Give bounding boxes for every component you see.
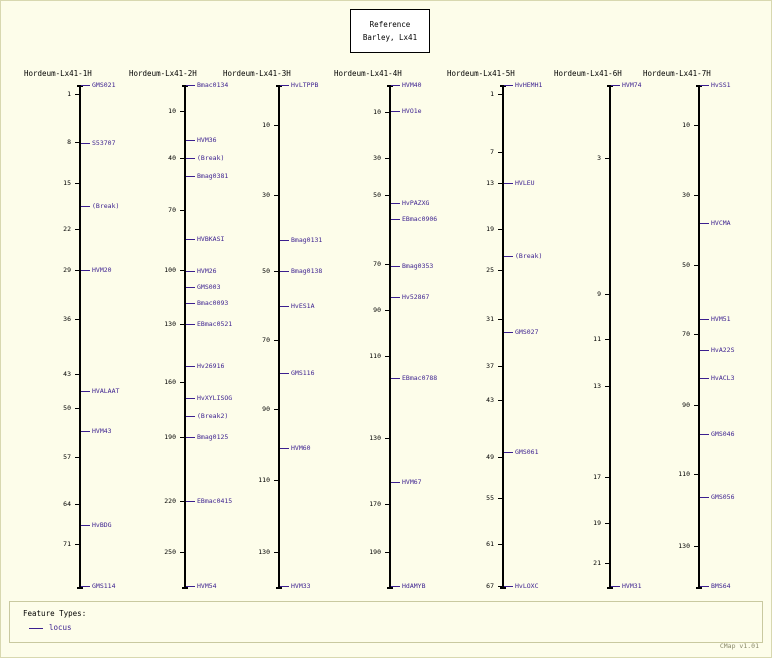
tick-3-6 [385, 438, 389, 439]
tick-label-0-9: 64 [63, 500, 71, 508]
locus-tick-icon [81, 270, 90, 271]
tick-label-2-1: 30 [262, 191, 270, 199]
locus-legend-icon [29, 628, 43, 629]
tick-4-2 [498, 183, 502, 184]
tick-label-4-8: 49 [486, 453, 494, 461]
locus-label[interactable]: GMS061 [515, 448, 539, 456]
locus-tick-icon [81, 586, 90, 587]
tick-6-0 [694, 125, 698, 126]
map-axis-0[interactable] [79, 85, 81, 587]
locus-label[interactable]: HVM20 [92, 266, 112, 274]
locus-label[interactable]: Hv26916 [197, 362, 225, 370]
locus-tick-icon [391, 203, 400, 204]
locus-tick-icon [280, 373, 289, 374]
locus-tick-icon [700, 434, 709, 435]
locus-tick-icon [186, 303, 195, 304]
tick-1-5 [180, 382, 184, 383]
locus-tick-icon [700, 85, 709, 86]
tick-label-0-6: 43 [63, 370, 71, 378]
tick-label-1-5: 160 [164, 378, 176, 386]
locus-tick-icon [391, 85, 400, 86]
tick-label-3-4: 90 [373, 306, 381, 314]
tick-0-1 [75, 142, 79, 143]
tick-1-6 [180, 437, 184, 438]
locus-label[interactable]: HVM74 [622, 81, 642, 89]
locus-tick-icon [504, 183, 513, 184]
locus-label[interactable]: HVALAAT [92, 387, 120, 395]
tick-label-4-4: 25 [486, 266, 494, 274]
tick-3-2 [385, 195, 389, 196]
tick-label-0-8: 57 [63, 453, 71, 461]
locus-tick-icon [186, 239, 195, 240]
tick-2-3 [274, 340, 278, 341]
tick-3-8 [385, 552, 389, 553]
tick-label-4-5: 31 [486, 315, 494, 323]
locus-label[interactable]: (Break) [92, 202, 120, 210]
tick-4-6 [498, 366, 502, 367]
axis-cap-6-1 [696, 587, 702, 589]
locus-tick-icon [700, 350, 709, 351]
locus-label[interactable]: GMS021 [92, 81, 116, 89]
locus-label[interactable]: HvPAZXG [402, 199, 430, 207]
locus-label[interactable]: Bmag0381 [197, 172, 229, 180]
locus-label[interactable]: GMS056 [711, 493, 735, 501]
tick-4-10 [498, 544, 502, 545]
locus-label[interactable]: Hv52867 [402, 293, 430, 301]
tick-3-7 [385, 504, 389, 505]
locus-label[interactable]: BMS64 [711, 582, 731, 590]
locus-tick-icon [186, 586, 195, 587]
axis-cap-0-1 [77, 587, 83, 589]
tick-4-4 [498, 270, 502, 271]
locus-tick-icon [391, 297, 400, 298]
locus-label[interactable]: Bmag0138 [291, 267, 323, 275]
reference-label: Reference [369, 20, 411, 29]
tick-6-6 [694, 546, 698, 547]
tick-label-1-4: 130 [164, 320, 176, 328]
locus-label[interactable]: GMS027 [515, 328, 539, 336]
tick-5-6 [605, 563, 609, 564]
tick-5-4 [605, 477, 609, 478]
tick-label-5-5: 19 [593, 519, 601, 527]
locus-label[interactable]: HdAMYB [402, 582, 426, 590]
locus-label[interactable]: HvES1A [291, 302, 315, 310]
locus-label[interactable]: (Break2) [197, 412, 229, 420]
tick-label-4-3: 19 [486, 225, 494, 233]
tick-label-0-4: 29 [63, 266, 71, 274]
locus-tick-icon [186, 366, 195, 367]
tick-0-6 [75, 374, 79, 375]
tick-label-1-0: 10 [168, 107, 176, 115]
tick-6-3 [694, 334, 698, 335]
map-axis-2[interactable] [278, 85, 280, 587]
tick-label-2-3: 70 [262, 336, 270, 344]
locus-tick-icon [504, 332, 513, 333]
tick-label-0-3: 22 [63, 225, 71, 233]
tick-0-4 [75, 270, 79, 271]
locus-tick-icon [280, 240, 289, 241]
locus-label[interactable]: GMS116 [291, 369, 315, 377]
tick-label-4-1: 7 [490, 148, 494, 156]
map-title-0: Hordeum-Lx41-1H [24, 69, 92, 78]
tick-label-3-8: 190 [369, 548, 381, 556]
locus-label[interactable]: HVM33 [291, 582, 311, 590]
map-title-4: Hordeum-Lx41-5H [447, 69, 515, 78]
tick-6-2 [694, 265, 698, 266]
locus-tick-icon [280, 271, 289, 272]
locus-label[interactable]: HVM60 [291, 444, 311, 452]
locus-label[interactable]: HVM31 [622, 582, 642, 590]
tick-0-5 [75, 319, 79, 320]
tick-6-1 [694, 195, 698, 196]
tick-label-0-7: 50 [63, 404, 71, 412]
locus-tick-icon [186, 158, 195, 159]
locus-tick-icon [611, 586, 620, 587]
locus-tick-icon [81, 391, 90, 392]
locus-label[interactable]: Bmag0131 [291, 236, 323, 244]
map-axis-3[interactable] [389, 85, 391, 587]
locus-label[interactable]: HvSS1 [711, 81, 731, 89]
axis-cap-3-1 [387, 587, 393, 589]
locus-label[interactable]: HVM36 [197, 136, 217, 144]
tick-label-0-2: 15 [63, 179, 71, 187]
tick-label-3-1: 30 [373, 154, 381, 162]
tick-2-0 [274, 125, 278, 126]
locus-tick-icon [391, 482, 400, 483]
tick-label-2-4: 90 [262, 405, 270, 413]
locus-label[interactable]: HVM51 [711, 315, 731, 323]
locus-label[interactable]: HVM67 [402, 478, 422, 486]
map-axis-6[interactable] [698, 85, 700, 587]
tick-label-6-5: 110 [678, 470, 690, 478]
locus-tick-icon [611, 85, 620, 86]
tick-label-4-0: 1 [490, 90, 494, 98]
locus-label[interactable]: HvHEMH1 [515, 81, 543, 89]
locus-label[interactable]: GMS003 [197, 283, 221, 291]
locus-label[interactable]: HvXYLISOG [197, 394, 233, 402]
locus-tick-icon [700, 319, 709, 320]
tick-label-0-1: 8 [67, 138, 71, 146]
tick-label-0-5: 36 [63, 315, 71, 323]
map-title-2: Hordeum-Lx41-3H [223, 69, 291, 78]
tick-label-2-2: 50 [262, 267, 270, 275]
locus-label[interactable]: HVLEU [515, 179, 535, 187]
locus-tick-icon [504, 452, 513, 453]
legend-box [9, 601, 763, 643]
tick-4-0 [498, 94, 502, 95]
tick-label-0-0: 1 [67, 90, 71, 98]
tick-3-1 [385, 158, 389, 159]
tick-label-6-2: 50 [682, 261, 690, 269]
tick-5-1 [605, 294, 609, 295]
tick-label-4-6: 37 [486, 362, 494, 370]
locus-label[interactable]: GMS046 [711, 430, 735, 438]
axis-cap-4-1 [500, 587, 506, 589]
locus-label[interactable]: HVM40 [402, 81, 422, 89]
map-title-3: Hordeum-Lx41-4H [334, 69, 402, 78]
map-axis-5[interactable] [609, 85, 611, 587]
tick-3-3 [385, 264, 389, 265]
tick-1-7 [180, 501, 184, 502]
locus-label[interactable]: HvA22S [711, 346, 735, 354]
tick-label-0-10: 71 [63, 540, 71, 548]
tick-label-3-3: 70 [373, 260, 381, 268]
tick-label-1-8: 250 [164, 548, 176, 556]
axis-cap-5-1 [607, 587, 613, 589]
tick-2-4 [274, 409, 278, 410]
tick-3-0 [385, 112, 389, 113]
tick-label-3-5: 110 [369, 352, 381, 360]
map-title-6: Hordeum-Lx41-7H [643, 69, 711, 78]
locus-tick-icon [504, 256, 513, 257]
tick-5-5 [605, 523, 609, 524]
tick-1-3 [180, 270, 184, 271]
locus-label[interactable]: Bmag0125 [197, 433, 229, 441]
legend-item-locus: locus [49, 623, 72, 632]
locus-tick-icon [700, 223, 709, 224]
tick-label-4-2: 13 [486, 179, 494, 187]
tick-1-8 [180, 552, 184, 553]
tick-0-7 [75, 408, 79, 409]
locus-tick-icon [391, 586, 400, 587]
tick-label-5-6: 21 [593, 559, 601, 567]
legend-title: Feature Types: [23, 609, 87, 618]
tick-label-6-1: 30 [682, 191, 690, 199]
tick-3-4 [385, 310, 389, 311]
tick-label-4-10: 61 [486, 540, 494, 548]
tick-4-5 [498, 319, 502, 320]
locus-tick-icon [391, 219, 400, 220]
map-title-1: Hordeum-Lx41-2H [129, 69, 197, 78]
locus-tick-icon [504, 586, 513, 587]
locus-label[interactable]: HVCMA [711, 219, 731, 227]
locus-tick-icon [186, 501, 195, 502]
tick-label-3-2: 50 [373, 191, 381, 199]
locus-tick-icon [81, 206, 90, 207]
tick-0-3 [75, 229, 79, 230]
locus-label[interactable]: HvLTPPB [291, 81, 319, 89]
tick-1-1 [180, 158, 184, 159]
tick-4-8 [498, 457, 502, 458]
reference-species: Barley, Lx41 [362, 33, 418, 42]
tick-2-2 [274, 271, 278, 272]
tick-label-2-5: 110 [258, 476, 270, 484]
tick-label-5-1: 9 [597, 290, 601, 298]
locus-label[interactable]: GMS114 [92, 582, 116, 590]
locus-label[interactable]: EBmac0788 [402, 374, 438, 382]
tick-4-1 [498, 152, 502, 153]
tick-label-1-2: 70 [168, 206, 176, 214]
locus-label[interactable]: HVM43 [92, 427, 112, 435]
locus-tick-icon [186, 271, 195, 272]
tick-0-0 [75, 94, 79, 95]
map-title-5: Hordeum-Lx41-6H [554, 69, 622, 78]
locus-tick-icon [81, 431, 90, 432]
tick-label-6-6: 130 [678, 542, 690, 550]
tick-label-4-7: 43 [486, 396, 494, 404]
locus-label[interactable]: S53707 [92, 139, 116, 147]
locus-tick-icon [81, 525, 90, 526]
locus-label[interactable]: EBmac0521 [197, 320, 233, 328]
locus-tick-icon [700, 378, 709, 379]
tick-label-2-6: 130 [258, 548, 270, 556]
locus-label[interactable]: HVM54 [197, 582, 217, 590]
tick-label-1-3: 100 [164, 266, 176, 274]
locus-tick-icon [700, 586, 709, 587]
locus-tick-icon [700, 497, 709, 498]
locus-tick-icon [81, 143, 90, 144]
locus-label[interactable]: HVO1e [402, 107, 422, 115]
locus-label[interactable]: HvLOXC [515, 582, 539, 590]
tick-label-5-2: 11 [593, 335, 601, 343]
tick-label-2-0: 10 [262, 121, 270, 129]
tick-label-1-6: 190 [164, 433, 176, 441]
tick-2-6 [274, 552, 278, 553]
locus-label[interactable]: HVBKASI [197, 235, 225, 243]
locus-label[interactable]: HvBDG [92, 521, 112, 529]
tick-4-11 [498, 586, 502, 587]
tick-label-3-0: 10 [373, 108, 381, 116]
tick-1-4 [180, 324, 184, 325]
locus-label[interactable]: (Break) [515, 252, 543, 260]
locus-tick-icon [186, 398, 195, 399]
locus-label[interactable]: Bmac0093 [197, 299, 229, 307]
tick-2-5 [274, 480, 278, 481]
tick-0-8 [75, 457, 79, 458]
tick-1-0 [180, 111, 184, 112]
map-axis-4[interactable] [502, 85, 504, 587]
locus-label[interactable]: EBmac0415 [197, 497, 233, 505]
tick-4-7 [498, 400, 502, 401]
tick-0-9 [75, 504, 79, 505]
axis-cap-2-1 [276, 587, 282, 589]
locus-tick-icon [391, 111, 400, 112]
locus-tick-icon [81, 85, 90, 86]
tick-6-5 [694, 474, 698, 475]
tick-label-4-9: 55 [486, 494, 494, 502]
tick-label-3-7: 170 [369, 500, 381, 508]
credit-label: CMap v1.01 [719, 642, 759, 650]
locus-label[interactable]: HvACL3 [711, 374, 735, 382]
axis-cap-1-1 [182, 587, 188, 589]
locus-tick-icon [391, 378, 400, 379]
tick-0-2 [75, 183, 79, 184]
locus-tick-icon [186, 85, 195, 86]
tick-4-3 [498, 229, 502, 230]
tick-5-3 [605, 386, 609, 387]
tick-label-5-0: 3 [597, 154, 601, 162]
tick-label-6-3: 70 [682, 330, 690, 338]
reference-box [350, 9, 430, 53]
locus-tick-icon [280, 448, 289, 449]
locus-tick-icon [280, 85, 289, 86]
locus-label[interactable]: EBmac0906 [402, 215, 438, 223]
locus-tick-icon [186, 437, 195, 438]
locus-label[interactable]: HVM26 [197, 267, 217, 275]
tick-4-9 [498, 498, 502, 499]
tick-label-6-0: 10 [682, 121, 690, 129]
locus-tick-icon [186, 416, 195, 417]
tick-3-5 [385, 356, 389, 357]
map-axis-1[interactable] [184, 85, 186, 587]
tick-label-3-6: 130 [369, 434, 381, 442]
locus-tick-icon [186, 176, 195, 177]
locus-tick-icon [280, 306, 289, 307]
locus-tick-icon [186, 287, 195, 288]
tick-label-5-3: 13 [593, 382, 601, 390]
locus-tick-icon [186, 324, 195, 325]
tick-label-6-4: 90 [682, 401, 690, 409]
locus-tick-icon [280, 586, 289, 587]
tick-6-4 [694, 405, 698, 406]
locus-label[interactable]: Bmag0353 [402, 262, 434, 270]
tick-label-5-4: 17 [593, 473, 601, 481]
locus-tick-icon [186, 140, 195, 141]
tick-5-0 [605, 158, 609, 159]
tick-1-2 [180, 210, 184, 211]
locus-label[interactable]: Bmac0134 [197, 81, 229, 89]
tick-2-1 [274, 195, 278, 196]
tick-0-10 [75, 544, 79, 545]
tick-5-2 [605, 339, 609, 340]
locus-tick-icon [391, 266, 400, 267]
locus-tick-icon [504, 85, 513, 86]
tick-label-4-11: 67 [486, 582, 494, 590]
locus-label[interactable]: (Break) [197, 154, 225, 162]
tick-label-1-1: 40 [168, 154, 176, 162]
tick-label-1-7: 220 [164, 497, 176, 505]
